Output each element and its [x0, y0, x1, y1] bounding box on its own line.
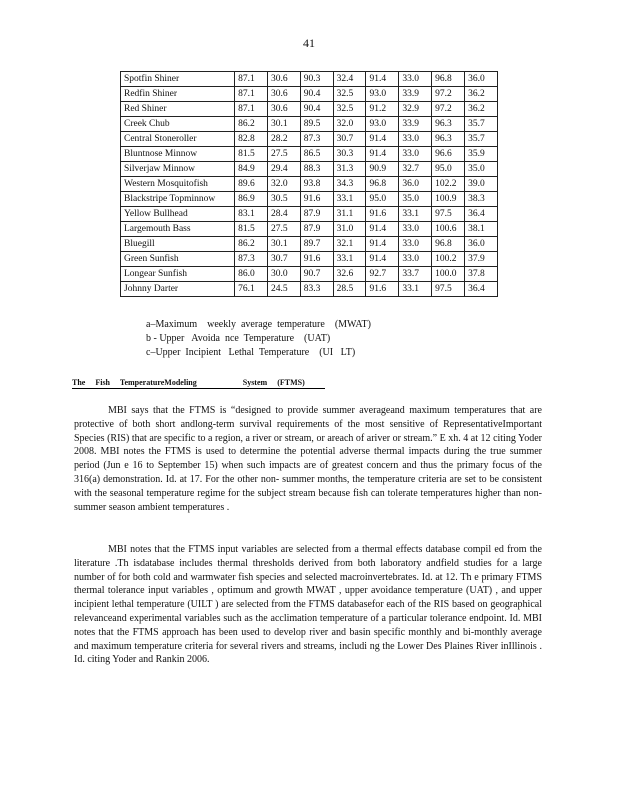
value-cell: 30.3	[333, 147, 366, 162]
value-cell: 91.4	[366, 252, 399, 267]
value-cell: 35.9	[465, 147, 498, 162]
species-cell: Yellow Bullhead	[121, 207, 235, 222]
value-cell: 97.5	[432, 282, 465, 297]
value-cell: 102.2	[432, 177, 465, 192]
value-cell: 100.2	[432, 252, 465, 267]
value-cell: 32.4	[333, 72, 366, 87]
value-cell: 30.7	[333, 132, 366, 147]
value-cell: 91.6	[366, 282, 399, 297]
value-cell: 87.9	[300, 222, 333, 237]
value-cell: 91.4	[366, 237, 399, 252]
table-row	[121, 72, 498, 87]
species-cell: Blackstripe Topminnow	[121, 192, 235, 207]
paragraph-1	[74, 404, 542, 514]
value-cell: 36.0	[465, 72, 498, 87]
table-row	[121, 237, 498, 252]
value-cell: 96.8	[432, 72, 465, 87]
species-cell: Central Stoneroller	[121, 132, 235, 147]
value-cell: 36.2	[465, 102, 498, 117]
species-cell: Green Sunfish	[121, 252, 235, 267]
value-cell: 96.8	[432, 237, 465, 252]
section-heading: The Fish TemperatureModeling System (FTMS)	[72, 378, 325, 389]
value-cell: 86.9	[235, 192, 268, 207]
value-cell: 86.0	[235, 267, 268, 282]
value-cell: 27.5	[267, 147, 300, 162]
value-cell: 96.8	[366, 177, 399, 192]
value-cell: 100.9	[432, 192, 465, 207]
value-cell: 31.1	[333, 207, 366, 222]
value-cell: 96.6	[432, 147, 465, 162]
value-cell: 37.9	[465, 252, 498, 267]
table-footnotes	[146, 318, 371, 360]
value-cell: 89.7	[300, 237, 333, 252]
value-cell: 97.2	[432, 102, 465, 117]
value-cell: 84.9	[235, 162, 268, 177]
value-cell: 76.1	[235, 282, 268, 297]
value-cell: 33.1	[333, 192, 366, 207]
species-cell: Longear Sunfish	[121, 267, 235, 282]
fish-temperature-table	[120, 71, 498, 297]
value-cell: 38.3	[465, 192, 498, 207]
table-row	[121, 162, 498, 177]
value-cell: 32.7	[399, 162, 432, 177]
footnote-mwat: a–Maximum weekly average temperature (MWAT)	[146, 319, 371, 330]
footnote-uilt: c–Upper Incipient Lethal Temperature (UI LT)	[146, 347, 356, 358]
species-cell: Redfin Shiner	[121, 87, 235, 102]
value-cell: 91.6	[300, 192, 333, 207]
table-row	[121, 282, 498, 297]
table-row	[121, 132, 498, 147]
value-cell: 86.2	[235, 237, 268, 252]
value-cell: 92.7	[366, 267, 399, 282]
value-cell: 91.4	[366, 147, 399, 162]
value-cell: 93.0	[366, 87, 399, 102]
value-cell: 91.6	[366, 207, 399, 222]
value-cell: 91.4	[366, 132, 399, 147]
value-cell: 28.4	[267, 207, 300, 222]
value-cell: 87.1	[235, 102, 268, 117]
value-cell: 35.0	[399, 192, 432, 207]
value-cell: 90.4	[300, 102, 333, 117]
value-cell: 89.5	[300, 117, 333, 132]
value-cell: 33.0	[399, 252, 432, 267]
species-cell: Bluegill	[121, 237, 235, 252]
value-cell: 30.6	[267, 87, 300, 102]
value-cell: 90.9	[366, 162, 399, 177]
value-cell: 36.0	[465, 237, 498, 252]
value-cell: 33.9	[399, 117, 432, 132]
value-cell: 33.0	[399, 222, 432, 237]
species-cell: Johnny Darter	[121, 282, 235, 297]
value-cell: 81.5	[235, 147, 268, 162]
value-cell: 31.3	[333, 162, 366, 177]
value-cell: 90.3	[300, 72, 333, 87]
value-cell: 95.0	[366, 192, 399, 207]
table-row	[121, 207, 498, 222]
value-cell: 35.0	[465, 162, 498, 177]
value-cell: 33.1	[399, 282, 432, 297]
value-cell: 39.0	[465, 177, 498, 192]
value-cell: 32.0	[333, 117, 366, 132]
table-body	[121, 72, 498, 297]
value-cell: 83.3	[300, 282, 333, 297]
value-cell: 90.7	[300, 267, 333, 282]
value-cell: 87.3	[300, 132, 333, 147]
table-row	[121, 102, 498, 117]
value-cell: 33.7	[399, 267, 432, 282]
value-cell: 87.3	[235, 252, 268, 267]
page-number: 41	[303, 36, 315, 50]
value-cell: 32.0	[267, 177, 300, 192]
table-row	[121, 117, 498, 132]
value-cell: 38.1	[465, 222, 498, 237]
value-cell: 96.3	[432, 132, 465, 147]
value-cell: 33.1	[399, 207, 432, 222]
value-cell: 30.1	[267, 237, 300, 252]
value-cell: 24.5	[267, 282, 300, 297]
value-cell: 27.5	[267, 222, 300, 237]
value-cell: 36.4	[465, 207, 498, 222]
value-cell: 100.0	[432, 267, 465, 282]
value-cell: 96.3	[432, 117, 465, 132]
species-cell: Bluntnose Minnow	[121, 147, 235, 162]
table-row	[121, 252, 498, 267]
value-cell: 90.4	[300, 87, 333, 102]
species-cell: Silverjaw Minnow	[121, 162, 235, 177]
value-cell: 32.5	[333, 102, 366, 117]
value-cell: 97.2	[432, 87, 465, 102]
species-cell: Creek Chub	[121, 117, 235, 132]
species-cell: Red Shiner	[121, 102, 235, 117]
value-cell: 36.0	[399, 177, 432, 192]
value-cell: 91.6	[300, 252, 333, 267]
paragraph-2	[74, 543, 542, 667]
value-cell: 93.8	[300, 177, 333, 192]
value-cell: 87.1	[235, 87, 268, 102]
value-cell: 33.0	[399, 132, 432, 147]
species-cell: Spotfin Shiner	[121, 72, 235, 87]
value-cell: 91.2	[366, 102, 399, 117]
footnote-uat: b - Upper Avoida nce Temperature (UAT)	[146, 333, 331, 344]
table-row	[121, 177, 498, 192]
value-cell: 31.0	[333, 222, 366, 237]
value-cell: 91.4	[366, 222, 399, 237]
value-cell: 30.0	[267, 267, 300, 282]
value-cell: 29.4	[267, 162, 300, 177]
value-cell: 30.1	[267, 117, 300, 132]
value-cell: 86.5	[300, 147, 333, 162]
value-cell: 89.6	[235, 177, 268, 192]
value-cell: 30.7	[267, 252, 300, 267]
table-row	[121, 267, 498, 282]
value-cell: 95.0	[432, 162, 465, 177]
value-cell: 32.5	[333, 87, 366, 102]
table-row	[121, 222, 498, 237]
value-cell: 87.1	[235, 72, 268, 87]
value-cell: 33.0	[399, 72, 432, 87]
value-cell: 33.1	[333, 252, 366, 267]
value-cell: 87.9	[300, 207, 333, 222]
value-cell: 97.5	[432, 207, 465, 222]
value-cell: 33.0	[399, 147, 432, 162]
value-cell: 32.1	[333, 237, 366, 252]
table-row	[121, 87, 498, 102]
value-cell: 81.5	[235, 222, 268, 237]
value-cell: 82.8	[235, 132, 268, 147]
value-cell: 93.0	[366, 117, 399, 132]
value-cell: 33.9	[399, 87, 432, 102]
value-cell: 34.3	[333, 177, 366, 192]
value-cell: 28.5	[333, 282, 366, 297]
value-cell: 37.8	[465, 267, 498, 282]
value-cell: 28.2	[267, 132, 300, 147]
value-cell: 88.3	[300, 162, 333, 177]
value-cell: 32.6	[333, 267, 366, 282]
value-cell: 35.7	[465, 117, 498, 132]
value-cell: 91.4	[366, 72, 399, 87]
paragraph-2-text: MBI notes that the FTMS input variables are selected from a thermal effects database compil ed from the literature .Th isdatabase includes thermal thresholds derived from both laboratory andfield studies for a large number of for both cold and warmwater fish species and selected macroinvertebrates. Id. at 12. Th e primary FTMS thermal tolerance input variables , optimum and growth MWAT , upper avoidance temperature (UAT) , and upper incipient lethal temperature (UILT ) are selected from the FTMS databasefor each of the RIS based on geographical relevanceand experimental variables such as the acclimation temperature of a particular tolerance endpoint. Id. MBI notes that the FTMS approach has been used to develop river and basin specific monthly and bi-monthly average and maximum temperature criteria for several rivers and streams, includi ng the Lower Des Plaines River inIllinois . Id. citing Yoder and Rankin 2006.	[74, 544, 542, 666]
value-cell: 86.2	[235, 117, 268, 132]
value-cell: 30.5	[267, 192, 300, 207]
value-cell: 30.6	[267, 102, 300, 117]
species-cell: Western Mosquitofish	[121, 177, 235, 192]
value-cell: 83.1	[235, 207, 268, 222]
value-cell: 36.4	[465, 282, 498, 297]
value-cell: 100.6	[432, 222, 465, 237]
value-cell: 36.2	[465, 87, 498, 102]
value-cell: 32.9	[399, 102, 432, 117]
table-row	[121, 192, 498, 207]
value-cell: 30.6	[267, 72, 300, 87]
paragraph-1-text: MBI says that the FTMS is “designed to provide summer averageand maximum temperatures that are protective of both short andlong-term survival requirements of the most sensitive of RepresentativeImportant Species (RIS) that are specific to a region, a river or stream, or areach of ariver or stream.” E xh. 4 at 12 citing Yoder 2008. MBI notes the FTMS is used to determine the potential adverse thermal impacts during the true summer period (Jun e 16 to September 15) when such impacts are of greatest concern and thus the primary focus of the 316(a) demonstration. Id. at 17. For the other non- summer months, the temperature criteria are set to be consistent with the seasonal temperature regime for the subject stream because fish can tolerate temperatures higher than non- summer season ambient temperatures .	[74, 405, 542, 513]
value-cell: 35.7	[465, 132, 498, 147]
value-cell: 33.0	[399, 237, 432, 252]
species-cell: Largemouth Bass	[121, 222, 235, 237]
table-row	[121, 147, 498, 162]
